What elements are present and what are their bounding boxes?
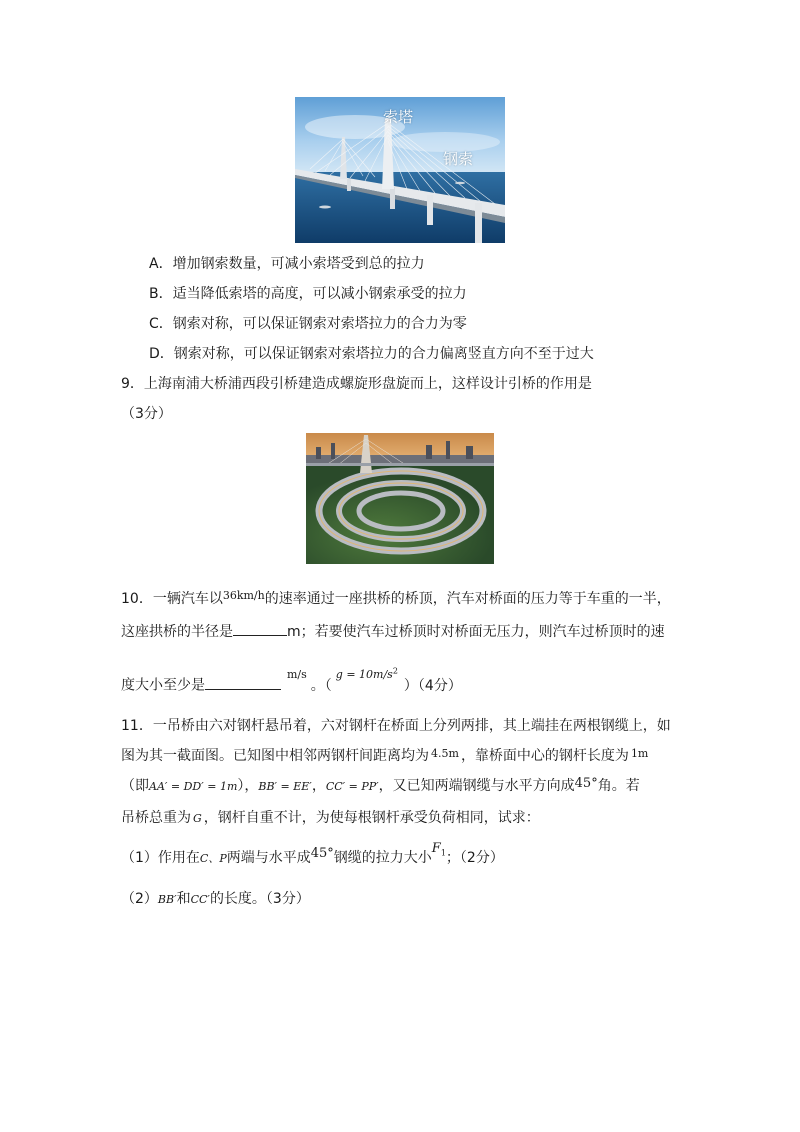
q10-radius-blank[interactable] bbox=[233, 621, 287, 636]
q11-p2-cc: CC′ bbox=[190, 893, 210, 906]
q11-l3-e: 角。若 bbox=[597, 778, 640, 794]
label-cable: 钢索 bbox=[443, 150, 474, 168]
q11-angle: 45° bbox=[574, 776, 598, 791]
label-tower: 索塔 bbox=[383, 108, 414, 126]
nanpu-bridge-photo bbox=[306, 433, 494, 564]
q8-option-d: D．钢索对称，可以保证钢索对索塔拉力的合力偏离竖直方向不至于过大 bbox=[149, 346, 594, 362]
q11-bb-expr: BB′ = EE′ bbox=[258, 780, 312, 793]
q9-text: 9．上海南浦大桥浦西段引桥建造成螺旋形盘旋而上，这样设计引桥的作用是 bbox=[121, 376, 592, 392]
q10-speed-unit: m/s bbox=[287, 667, 307, 681]
q10-line1 bbox=[121, 589, 671, 610]
q11-l4-a: 吊桥总重为 bbox=[121, 810, 191, 826]
q11-p2-a: （2） bbox=[121, 891, 158, 907]
q11-p1-d: ；（2分） bbox=[445, 850, 504, 866]
q9-score: （3分） bbox=[121, 406, 172, 422]
q10-speed-prompt: 度大小至少是 bbox=[121, 677, 205, 694]
spiral-ramp-illustration bbox=[306, 433, 494, 564]
q10-intro: 10．一辆汽车以 bbox=[121, 591, 223, 607]
q11-part1 bbox=[121, 841, 504, 874]
q10-dot: 。（ bbox=[310, 677, 332, 694]
q11-line1: 11．一吊桥由六对钢杆悬吊着，六对钢杆在桥面上分列两排，其上端挂在两根钢缆上，如 bbox=[121, 718, 671, 734]
q10-line2 bbox=[121, 621, 665, 642]
q11-cp: C、P bbox=[199, 852, 227, 865]
q10-speed: 36km/h bbox=[222, 589, 265, 602]
q11-line4 bbox=[121, 808, 540, 829]
q11-l3-c: ， bbox=[311, 778, 326, 794]
q8-option-a: A．增加钢索数量，可减小索塔受到总的拉力 bbox=[149, 256, 425, 272]
q11-l2-b: ，靠桥面中心的钢杆长度为 bbox=[460, 748, 629, 764]
q11-f-symbol: F bbox=[431, 841, 441, 856]
q10-g-expr: g = 10m/s bbox=[335, 667, 393, 681]
q10-line3 bbox=[121, 666, 462, 697]
q11-distance: 4.5m bbox=[431, 747, 459, 760]
q11-f1 bbox=[432, 841, 446, 856]
q11-p1-angle: 45° bbox=[310, 846, 334, 861]
q8-option-b: B．适当降低索塔的高度，可以减小钢索承受的拉力 bbox=[149, 286, 467, 302]
q11-p1-b: 两端与水平成 bbox=[226, 850, 311, 866]
q10-g-exponent: 2 bbox=[392, 666, 398, 675]
q11-cc-expr: CC′ = PP′ bbox=[325, 780, 379, 793]
q11-p1-a: （1）作用在 bbox=[121, 850, 200, 866]
q11-l4-b: ，钢杆自重不计，为使每根钢杆承受负荷相同，试求： bbox=[203, 810, 540, 826]
q10-score: ）（4分） bbox=[403, 677, 462, 694]
q11-f-sub: 1 bbox=[440, 848, 446, 858]
q10-g-value bbox=[336, 668, 398, 681]
q11-p1-c: 钢缆的拉力大小 bbox=[333, 850, 432, 866]
cable-stayed-bridge-photo bbox=[295, 97, 505, 243]
q11-g-symbol: G bbox=[193, 812, 202, 825]
q11-l2-a: 图为其一截面图。已知图中相邻两钢杆间距离均为 bbox=[121, 748, 429, 764]
q11-p2-b: 的长度。（3分） bbox=[209, 891, 310, 907]
q11-part2 bbox=[121, 889, 310, 910]
q11-line2 bbox=[121, 746, 648, 767]
q10-radius-prompt: 这座拱桥的半径是 bbox=[121, 624, 233, 640]
q8-option-c: C．钢索对称，可以保证钢索对索塔拉力的合力为零 bbox=[149, 316, 467, 332]
q11-aa-expr: AA′ = DD′ = 1m bbox=[149, 780, 238, 793]
q11-l3-a: （即 bbox=[121, 778, 149, 794]
q11-l3-b: ）， bbox=[237, 778, 259, 794]
q11-p2-bb: BB′ bbox=[157, 893, 177, 906]
q10-speed-blank[interactable] bbox=[205, 675, 281, 690]
q11-length: 1m bbox=[630, 747, 649, 760]
q11-p2-and: 和 bbox=[176, 891, 191, 907]
q11-line3 bbox=[121, 776, 640, 797]
q10-cont: 的速率通过一座拱桥的桥顶，汽车对桥面的压力等于车重的一半， bbox=[264, 591, 671, 607]
q11-l3-d: ，又已知两端钢缆与水平方向成 bbox=[378, 778, 575, 794]
q10-radius-unit: m；若要使汽车过桥顶时对桥面无压力，则汽车过桥顶时的速 bbox=[287, 624, 665, 640]
